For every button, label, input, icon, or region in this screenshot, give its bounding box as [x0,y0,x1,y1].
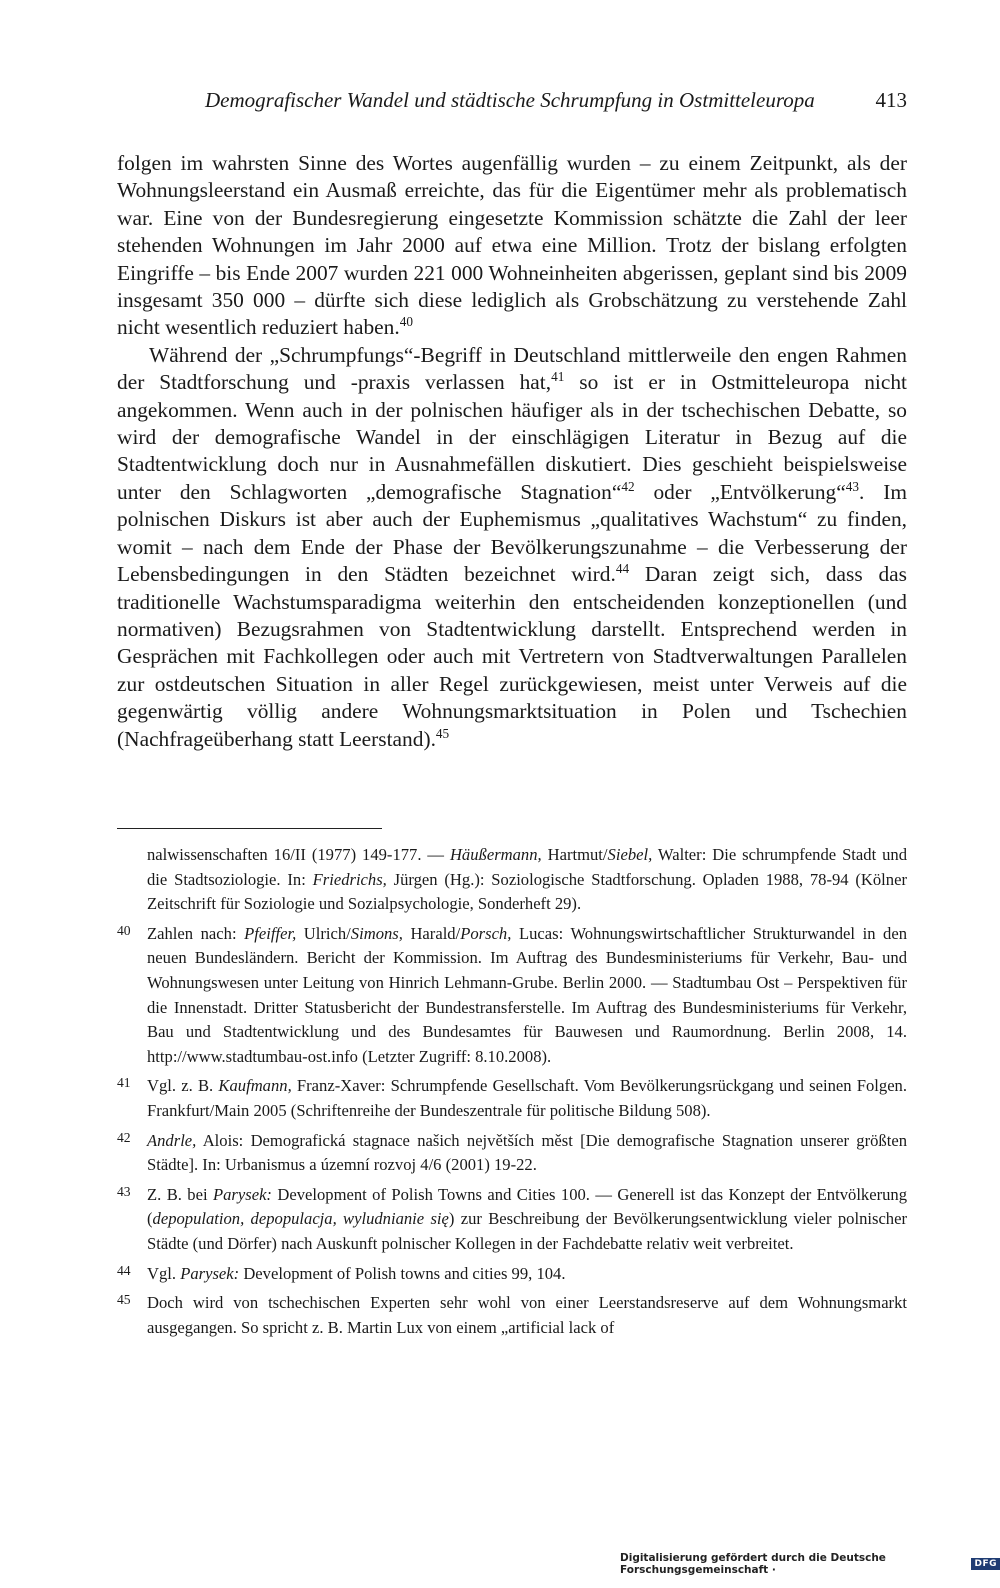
footnote-40 [117,922,907,1070]
fn44-author-1: Parysek: [180,1263,240,1283]
paragraph-2 [117,342,907,753]
footnote-44 [117,1262,907,1287]
paragraph-2-text-c: oder „Entvölkerung“ [634,479,846,504]
fn40-author-3: Porsch, [460,923,512,943]
fn40-text-d: Lucas: Wohnungswirtschaftlicher Strukturwandel in den neuen Bundesländern. Bericht der Kommission. Im Auftrag des Bundesministeriums für Verkehr, Bau- und Wohnungswesen unter Leitung von Hinrich Lehmann-Grube. Berlin 2000. — Stadtumbau Ost – Perspektiven für die Innenstadt. Dritter Statusbericht der Bundestransferstelle. Im Auftrag des Bundesministeriums für Verkehr, Bau und Stadtentwicklung und des Bundesamtes für Bauwesen und Raumordnung. Berlin 2008, 14. http://www.stadtumbau-ost.info (Letzter Zugriff: 8.10.2008). [147,923,908,1066]
footnote-41 [117,1074,907,1123]
footer-text: Digitalisierung gefördert durch die Deutsche Forschungsgemeinschaft · [620,1552,886,1576]
footnote-ref-41[interactable]: 41 [551,369,565,385]
dfg-logo-icon: DFG [971,1558,1000,1570]
paragraph-2-text-d: . Im polnischen Diskurs ist aber auch der Euphemismus „qualitatives Wachstum“ zu finden, womit – nach dem Ende der Phase der Bevölkerungszunahme – die Verbesserung der Lebensbedingungen in den Städten bezeichnet wird. [117,479,907,587]
fn44-text-b: Development of Polish towns and cities 99, 104. [239,1263,566,1283]
footnote-43 [117,1183,907,1257]
footnote-ref-45[interactable]: 45 [435,725,450,741]
fn43-text-b: Development of Polish Towns and Cities 100. — Generell ist das Konzept der Entvölkerung ( [147,1184,908,1229]
footnote-number: 45 [117,1292,131,1308]
fn-cont-text-d: Jürgen (Hg.): Soziologische Stadtforschung. Opladen 1988, 78-94 (Kölner Zeitschrift für Soziologie und Sozialpsychologie, Sonderheft 29). [147,869,907,914]
footnote-text [147,1183,907,1257]
fn43-terms: depopulation, depopulacja, wyludnianie się [152,1209,449,1229]
footnotes [117,843,907,1345]
footnote-text [147,1074,907,1123]
footnote-42 [117,1129,907,1178]
fn40-text-b: Ulrich/ [296,923,351,943]
fn40-text-c: Harald/ [402,923,461,943]
fn44-text-a: Vgl. [147,1263,181,1283]
footnote-ref-43[interactable]: 43 [845,478,859,494]
fn-cont-text-a: nalwissenschaften 16/II (1977) 149-177. — [147,845,450,864]
fn43-author-1: Parysek: [212,1184,272,1204]
paragraph-2-text-a: Während der „Schrumpfungs“-Begriff in Deutschland mittlerweile den engen Rahmen der Stadtforschung und -praxis verlassen hat, [117,342,907,395]
footnote-number: 43 [117,1183,131,1199]
fn43-text-a: Z. B. bei [147,1184,213,1204]
fn-cont-text-b: Hartmut/ [541,845,608,864]
footnote-divider [117,828,382,829]
fn-cont-author-3: Friedrichs, [312,869,387,889]
footnote-continuation [117,843,907,917]
running-header [117,88,907,113]
footnote-text [147,1129,907,1178]
fn41-author-1: Kaufmann, [218,1076,292,1096]
footnote-number: 41 [117,1075,131,1091]
footnote-number: 44 [117,1262,131,1278]
footnote-number: 40 [117,922,131,938]
footnote-45 [117,1291,907,1340]
running-title: Demografischer Wandel und städtische Schrumpfung in Ostmitteleuropa [205,88,815,112]
digitization-footer [620,1552,1000,1576]
footnote-text: Doch wird von tschechischen Experten sehr wohl von einer Leerstandsreserve auf dem Wohnungsmarkt ausgegangen. So spricht z. B. Martin Lux von einem „artificial lack of [147,1293,907,1337]
paragraph-2-text-b: so ist er in Ostmitteleuropa nicht angekommen. Wenn auch in der polnischen häufiger als in der tschechischen Debatte, so wird der demografische Wandel in der einschlägigen Literatur in Bezug auf die Stadtentwicklung doch nur in Ausnahmefällen diskutiert. Dies geschieht beispielsweise unter den Schlagworten „demografische Stagnation“ [117,370,907,504]
fn43-text-c: ) zur Beschreibung der Bevölkerungsentwicklung vieler polnischer Städte (und Dörfer) nach Auskunft polnischer Kollegen in der Fachdebatte relativ weit verbreitet. [147,1209,907,1253]
footnote-ref-42[interactable]: 42 [621,478,635,494]
footnote-number: 42 [117,1129,131,1145]
fn-cont-author-2: Siebel, [607,845,653,864]
paragraph-2-text-e: Daran zeigt sich, dass das traditionelle Wachstumsparadigma weiterhin den entscheidenden konzeptionellen (und normativen) Bezugsrahmen von Stadtentwicklung darstellt. Entsprechend werden in Gesprächen mit Fachkollegen oder auch mit Vertretern von Stadtverwaltungen Parallelen zur ostdeutschen Situation in aller Regel zurückgewiesen, meist unter Verweis auf die gegenwärtig völlig andere Wohnungsmarktsituation in Polen und Tschechien (Nachfrageüberhang statt Leerstand). [117,562,907,751]
footnote-ref-44[interactable]: 44 [615,560,630,576]
fn41-text-b: Franz-Xaver: Schrumpfende Gesellschaft. Vom Bevölkerungsrückgang und seinen Folgen. Frankfurt/Main 2005 (Schriftenreihe der Bundeszentrale für politische Bildung 508). [147,1076,907,1120]
footnote-ref-40[interactable]: 40 [399,314,413,330]
fn40-author-1: Pfeiffer, [244,923,297,943]
fn42-text-a: Alois: Demografická stagnace našich největších měst [Die demografische Stagnation unserer größten Städte]. In: Urbanismus a územní rozvoj 4/6 (2001) 19-22. [147,1130,907,1175]
fn40-text-a: Zahlen nach: [147,923,245,943]
page-number: 413 [875,88,907,112]
paragraph-1-text: folgen im wahrsten Sinne des Wortes augenfällig wurden – zu einem Zeitpunkt, als der Wohnungsleerstand ein Ausmaß erreichte, das für die Eigentümer mehr als problematisch war. Eine von der Bundesregierung eingesetzte Kommission schätzte die Zahl der leer stehenden Wohnungen im Jahr 2000 auf etwa eine Million. Trotz der bislang erfolgten Eingriffe – bis Ende 2007 wurden 221 000 Wohneinheiten abgerissen, geplant sind bis 2009 insgesamt 350 000 – dürfte sich diese lediglich als Grobschätzung zu verstehende Zahl nicht wesentlich reduziert haben. [117,151,907,340]
fn-cont-text-c: Walter: Die schrumpfende Stadt und die Stadtsoziologie. In: [147,845,908,889]
footnote-text [147,922,907,1070]
fn42-author-1: Andrle, [147,1130,197,1150]
fn-cont-author-1: Häußermann, [449,845,542,864]
fn40-author-2: Simons, [350,923,403,943]
paragraph-1 [117,150,907,342]
fn41-text-a: Vgl. z. B. [147,1076,219,1096]
main-text [117,150,907,753]
footnote-text [147,1262,907,1287]
